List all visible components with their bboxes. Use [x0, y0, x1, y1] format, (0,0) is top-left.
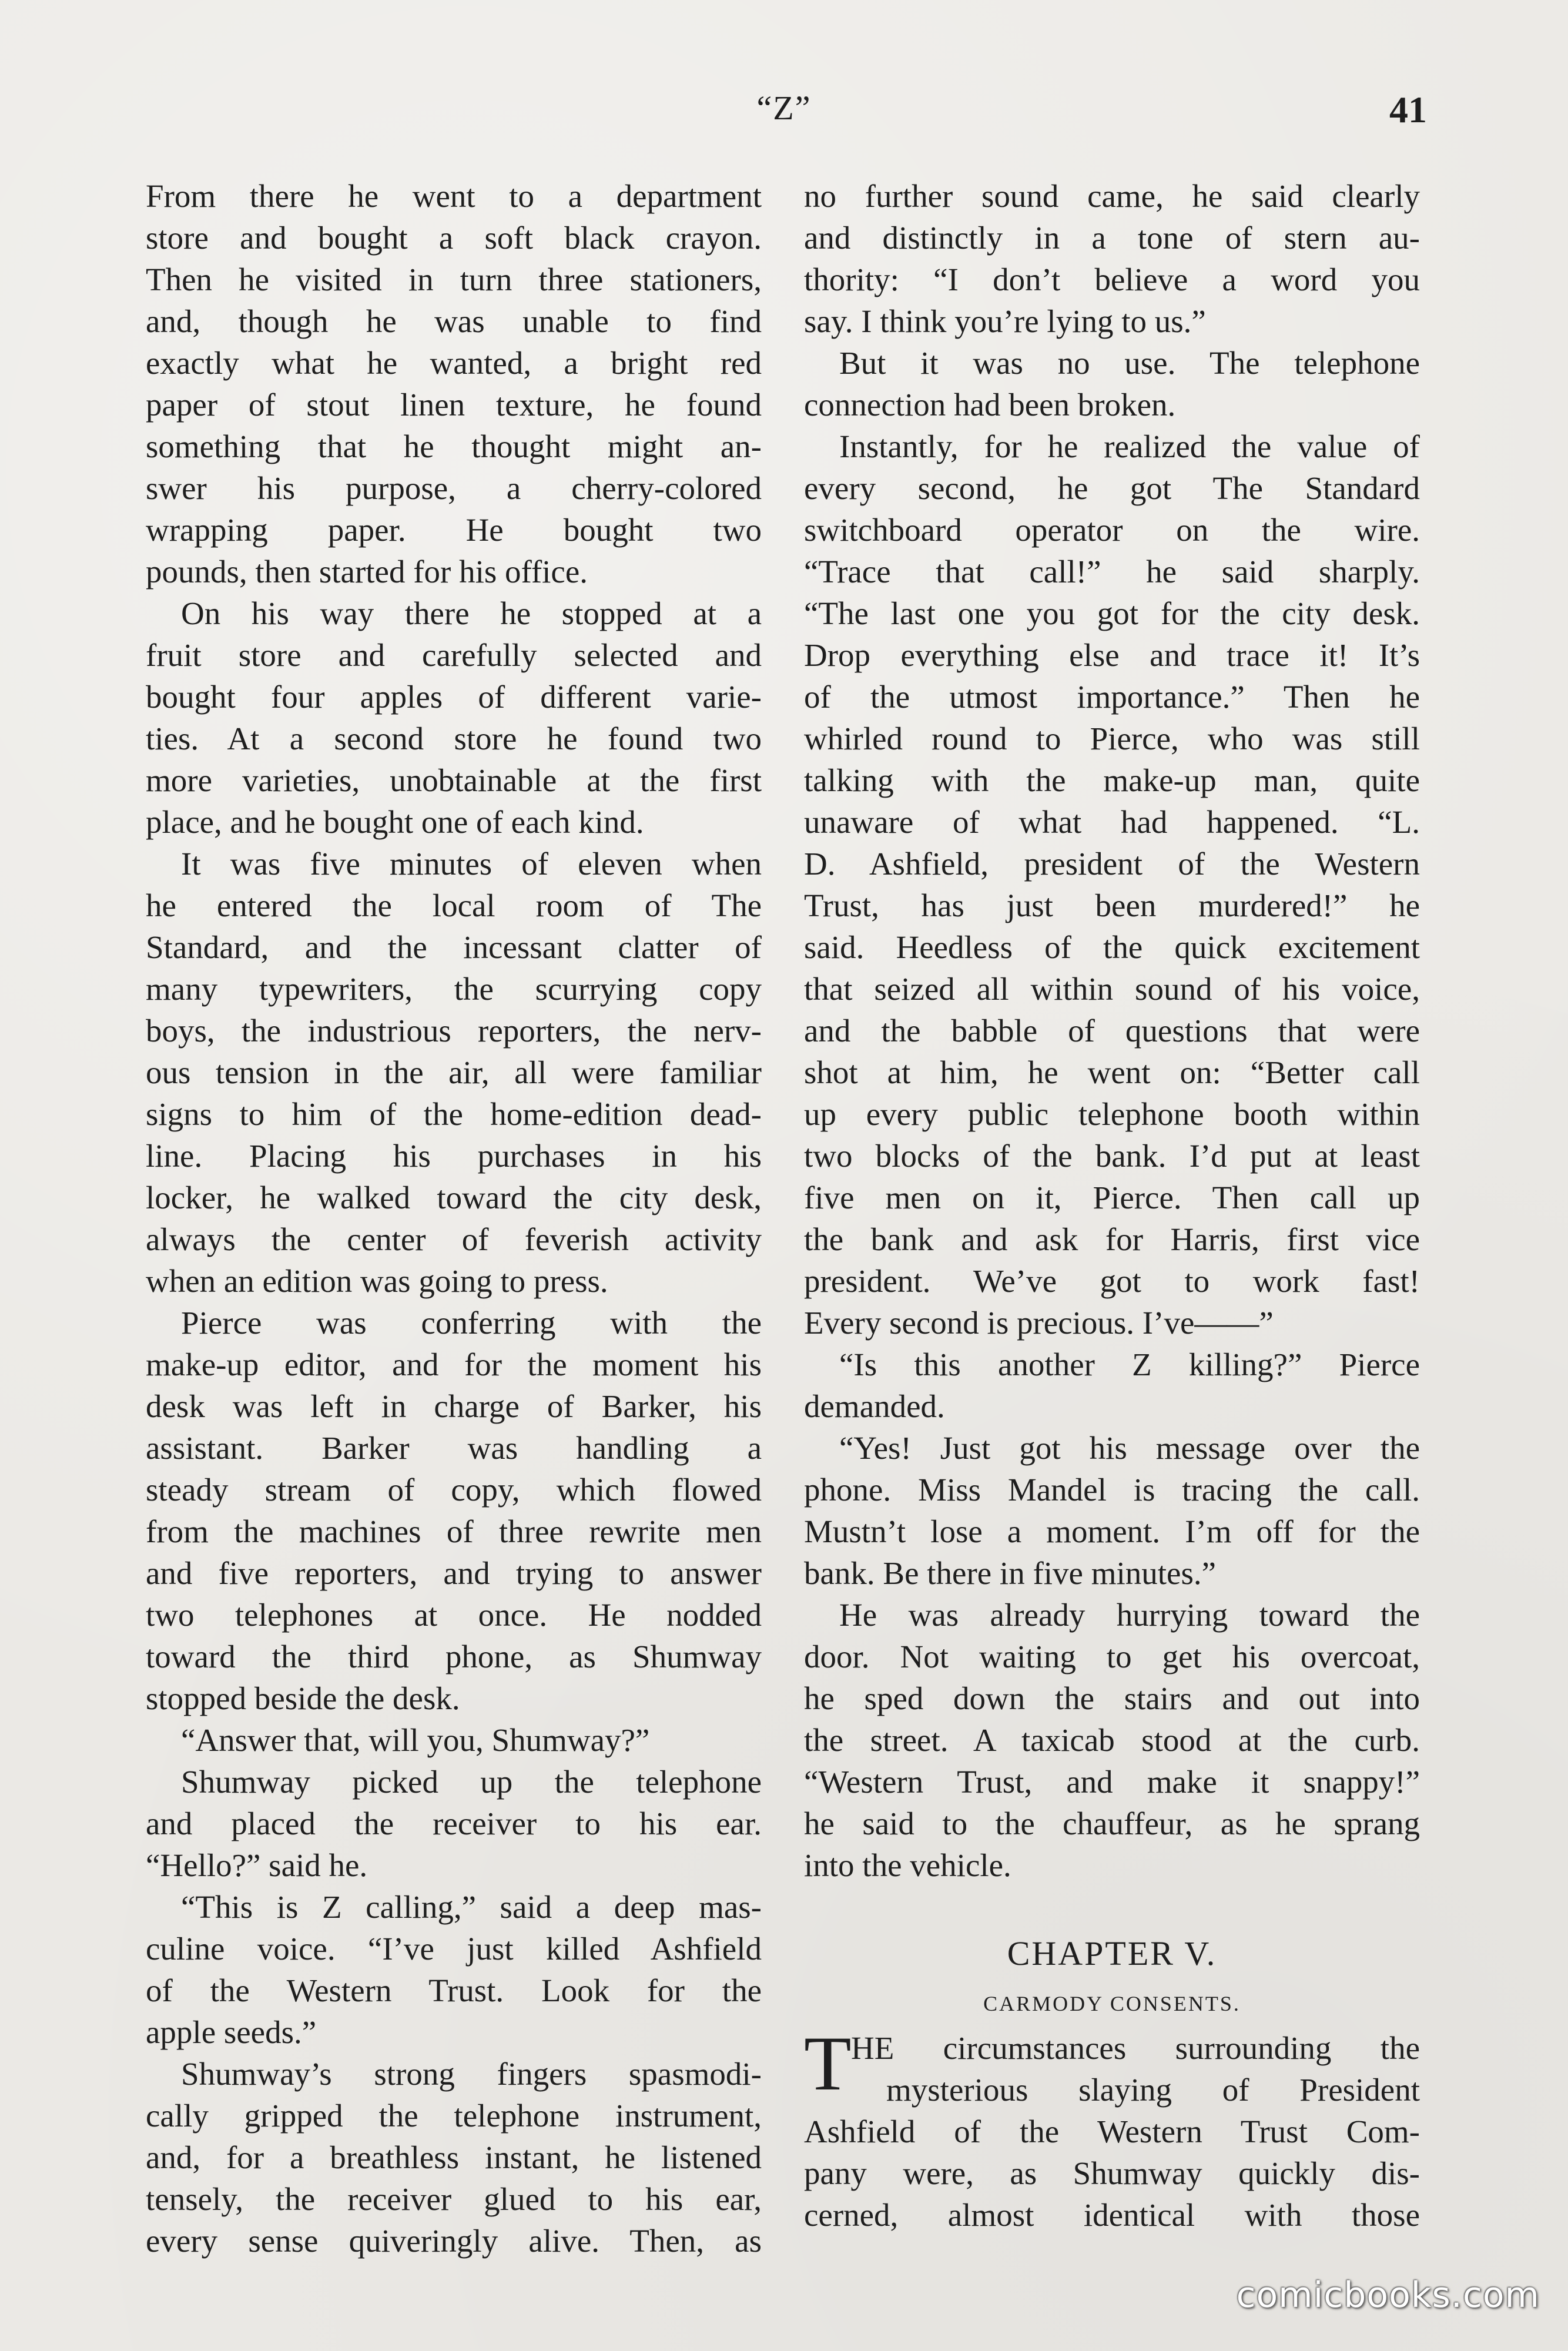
text-line: that seized all within sound of his voice, [804, 971, 1420, 1007]
text-line: swer his purpose, a cherry-colored [146, 470, 762, 506]
text-line: pany were, as Shumway quickly dis- [804, 2155, 1420, 2191]
text-line: two blocks of the bank. I’d put at least [804, 1138, 1420, 1174]
text-line: phone. Miss Mandel is tracing the call. [804, 1472, 1420, 1508]
text-line: Drop everything else and trace it! It’s [804, 637, 1420, 673]
text-line: he sped down the stairs and out into [804, 1680, 1420, 1716]
text-line: Pierce was conferring with the [181, 1305, 762, 1341]
text-line: and five reporters, and trying to answer [146, 1555, 762, 1591]
text-line: tensely, the receiver glued to his ear, [146, 2181, 762, 2217]
text-line: HE circumstances surrounding the [851, 2030, 1420, 2066]
text-line: up every public telephone booth within [804, 1096, 1420, 1132]
right-column [804, 175, 1420, 2236]
drop-cap: T [804, 2020, 852, 2106]
text-line: say. I think you’re lying to us.” [804, 303, 1206, 339]
text-line: It was five minutes of eleven when [181, 846, 762, 882]
text-line: assistant. Barker was handling a [146, 1430, 762, 1466]
text-line: “The last one you got for the city desk. [804, 595, 1420, 631]
text-line: Mustn’t lose a moment. I’m off for the [804, 1513, 1420, 1549]
text-line: cerned, almost identical with those [804, 2197, 1420, 2233]
text-line: the bank and ask for Harris, first vice [804, 1221, 1420, 1257]
text-line: Trust, has just been murdered!” he [804, 888, 1420, 923]
text-line: place, and he bought one of each kind. [146, 804, 644, 840]
text-line: make-up editor, and for the moment his [146, 1347, 762, 1382]
text-line: boys, the industrious reporters, the nerv- [146, 1013, 762, 1049]
text-line: and, for a breathless instant, he listened [146, 2139, 762, 2175]
text-line: and the babble of questions that were [804, 1013, 1420, 1049]
text-line: Every second is precious. I’ve——” [804, 1305, 1274, 1341]
text-line: of the Western Trust. Look for the [146, 1972, 762, 2008]
text-line: “Western Trust, and make it snappy!” [804, 1764, 1420, 1800]
text-line: demanded. [804, 1388, 945, 1424]
text-line: door. Not waiting to get his overcoat, [804, 1639, 1420, 1674]
text-line: thority: “I don’t believe a word you [804, 262, 1420, 297]
text-line: from the machines of three rewrite men [146, 1513, 762, 1549]
text-line: ties. At a second store he found two [146, 721, 762, 756]
text-line: and placed the receiver to his ear. [146, 1806, 762, 1841]
text-line: “Is this another Z killing?” Pierce [839, 1347, 1420, 1382]
text-line: bank. Be there in five minutes.” [804, 1555, 1217, 1591]
text-line: wrapping paper. He bought two [146, 512, 762, 548]
text-line: the street. A taxicab stood at the curb. [804, 1722, 1420, 1758]
text-line: pounds, then started for his office. [146, 554, 588, 590]
text-line: something that he thought might an- [146, 428, 762, 464]
text-line: “Yes! Just got his message over the [839, 1430, 1420, 1466]
watermark: comicbooks.com [1236, 2275, 1540, 2316]
text-line: every sense quiveringly alive. Then, as [146, 2223, 762, 2259]
text-line: steady stream of copy, which flowed [146, 1472, 762, 1508]
text-line: culine voice. “I’ve just killed Ashfield [146, 1931, 762, 1967]
text-line: Shumway’s strong fingers spasmodi- [181, 2056, 762, 2092]
text-line: shot at him, he went on: “Better call [804, 1054, 1420, 1090]
text-line: store and bought a soft black crayon. [146, 220, 762, 256]
chapter-opening [804, 2020, 1420, 2236]
text-line: mysterious slaying of President [886, 2072, 1420, 2108]
text-line: and distinctly in a tone of stern au- [804, 220, 1420, 256]
text-line: always the center of feverish activity [146, 1221, 762, 1257]
text-line: of the utmost importance.” Then he [804, 679, 1420, 715]
text-line: cally gripped the telephone instrument, [146, 2098, 762, 2134]
text-line: exactly what he wanted, a bright red [146, 345, 762, 381]
text-line: switchboard operator on the wire. [804, 512, 1420, 548]
text-line: every second, he got The Standard [804, 470, 1420, 506]
text-line: But it was no use. The telephone [839, 345, 1420, 381]
page-number: 41 [1389, 89, 1427, 130]
text-line: whirled round to Pierce, who was still [804, 721, 1420, 756]
text-line: Ashfield of the Western Trust Com- [804, 2114, 1420, 2149]
text-line: said. Heedless of the quick excitement [804, 929, 1420, 965]
text-line: He was already hurrying toward the [839, 1597, 1420, 1633]
text-line: he said to the chauffeur, as he sprang [804, 1806, 1420, 1841]
text-line: two telephones at once. He nodded [146, 1597, 762, 1633]
text-line: D. Ashfield, president of the Western [804, 846, 1420, 882]
text-line: talking with the make-up man, quite [804, 762, 1420, 798]
text-line: he entered the local room of The [146, 888, 762, 923]
text-line: fruit store and carefully selected and [146, 637, 762, 673]
text-line: locker, he walked toward the city desk, [146, 1180, 762, 1215]
text-line: president. We’ve got to work fast! [804, 1263, 1420, 1299]
text-line: “This is Z calling,” said a deep mas- [181, 1889, 762, 1925]
text-line: signs to him of the home-edition dead- [146, 1096, 762, 1132]
text-line: more varieties, unobtainable at the first [146, 762, 762, 798]
text-line: Then he visited in turn three stationers, [146, 262, 762, 297]
text-line: stopped beside the desk. [146, 1680, 460, 1716]
chapter-title: CHAPTER V. [1007, 1934, 1217, 1972]
text-line: Instantly, for he realized the value of [839, 428, 1420, 464]
text-line: paper of stout linen texture, he found [146, 387, 762, 423]
text-line: ous tension in the air, all were familiar [146, 1054, 762, 1090]
text-line: apple seeds.” [146, 2014, 317, 2050]
text-line: “Answer that, will you, Shumway?” [181, 1722, 650, 1758]
running-head: “Z” [756, 89, 812, 127]
text-line: line. Placing his purchases in his [146, 1138, 762, 1174]
text-line: From there he went to a department [146, 178, 762, 214]
text-line: connection had been broken. [804, 387, 1176, 423]
chapter-subtitle: CARMODY CONSENTS. [983, 1992, 1241, 2015]
text-line: Standard, and the incessant clatter of [146, 929, 762, 965]
text-line: toward the third phone, as Shumway [146, 1639, 762, 1674]
text-line: On his way there he stopped at a [181, 595, 762, 631]
text-line: “Trace that call!” he said sharply. [804, 554, 1420, 590]
text-line: into the vehicle. [804, 1847, 1011, 1883]
text-line: desk was left in charge of Barker, his [146, 1388, 762, 1424]
text-line: bought four apples of different varie- [146, 679, 762, 715]
text-line: Shumway picked up the telephone [181, 1764, 762, 1800]
left-column [146, 175, 762, 2262]
text-line: “Hello?” said he. [146, 1847, 368, 1883]
text-line: no further sound came, he said clearly [804, 178, 1420, 214]
text-line: and, though he was unable to find [146, 303, 762, 339]
text-line: many typewriters, the scurrying copy [146, 971, 762, 1007]
text-line: unaware of what had happened. “L. [804, 804, 1420, 840]
text-line: five men on it, Pierce. Then call up [804, 1180, 1420, 1215]
text-line: when an edition was going to press. [146, 1263, 608, 1299]
